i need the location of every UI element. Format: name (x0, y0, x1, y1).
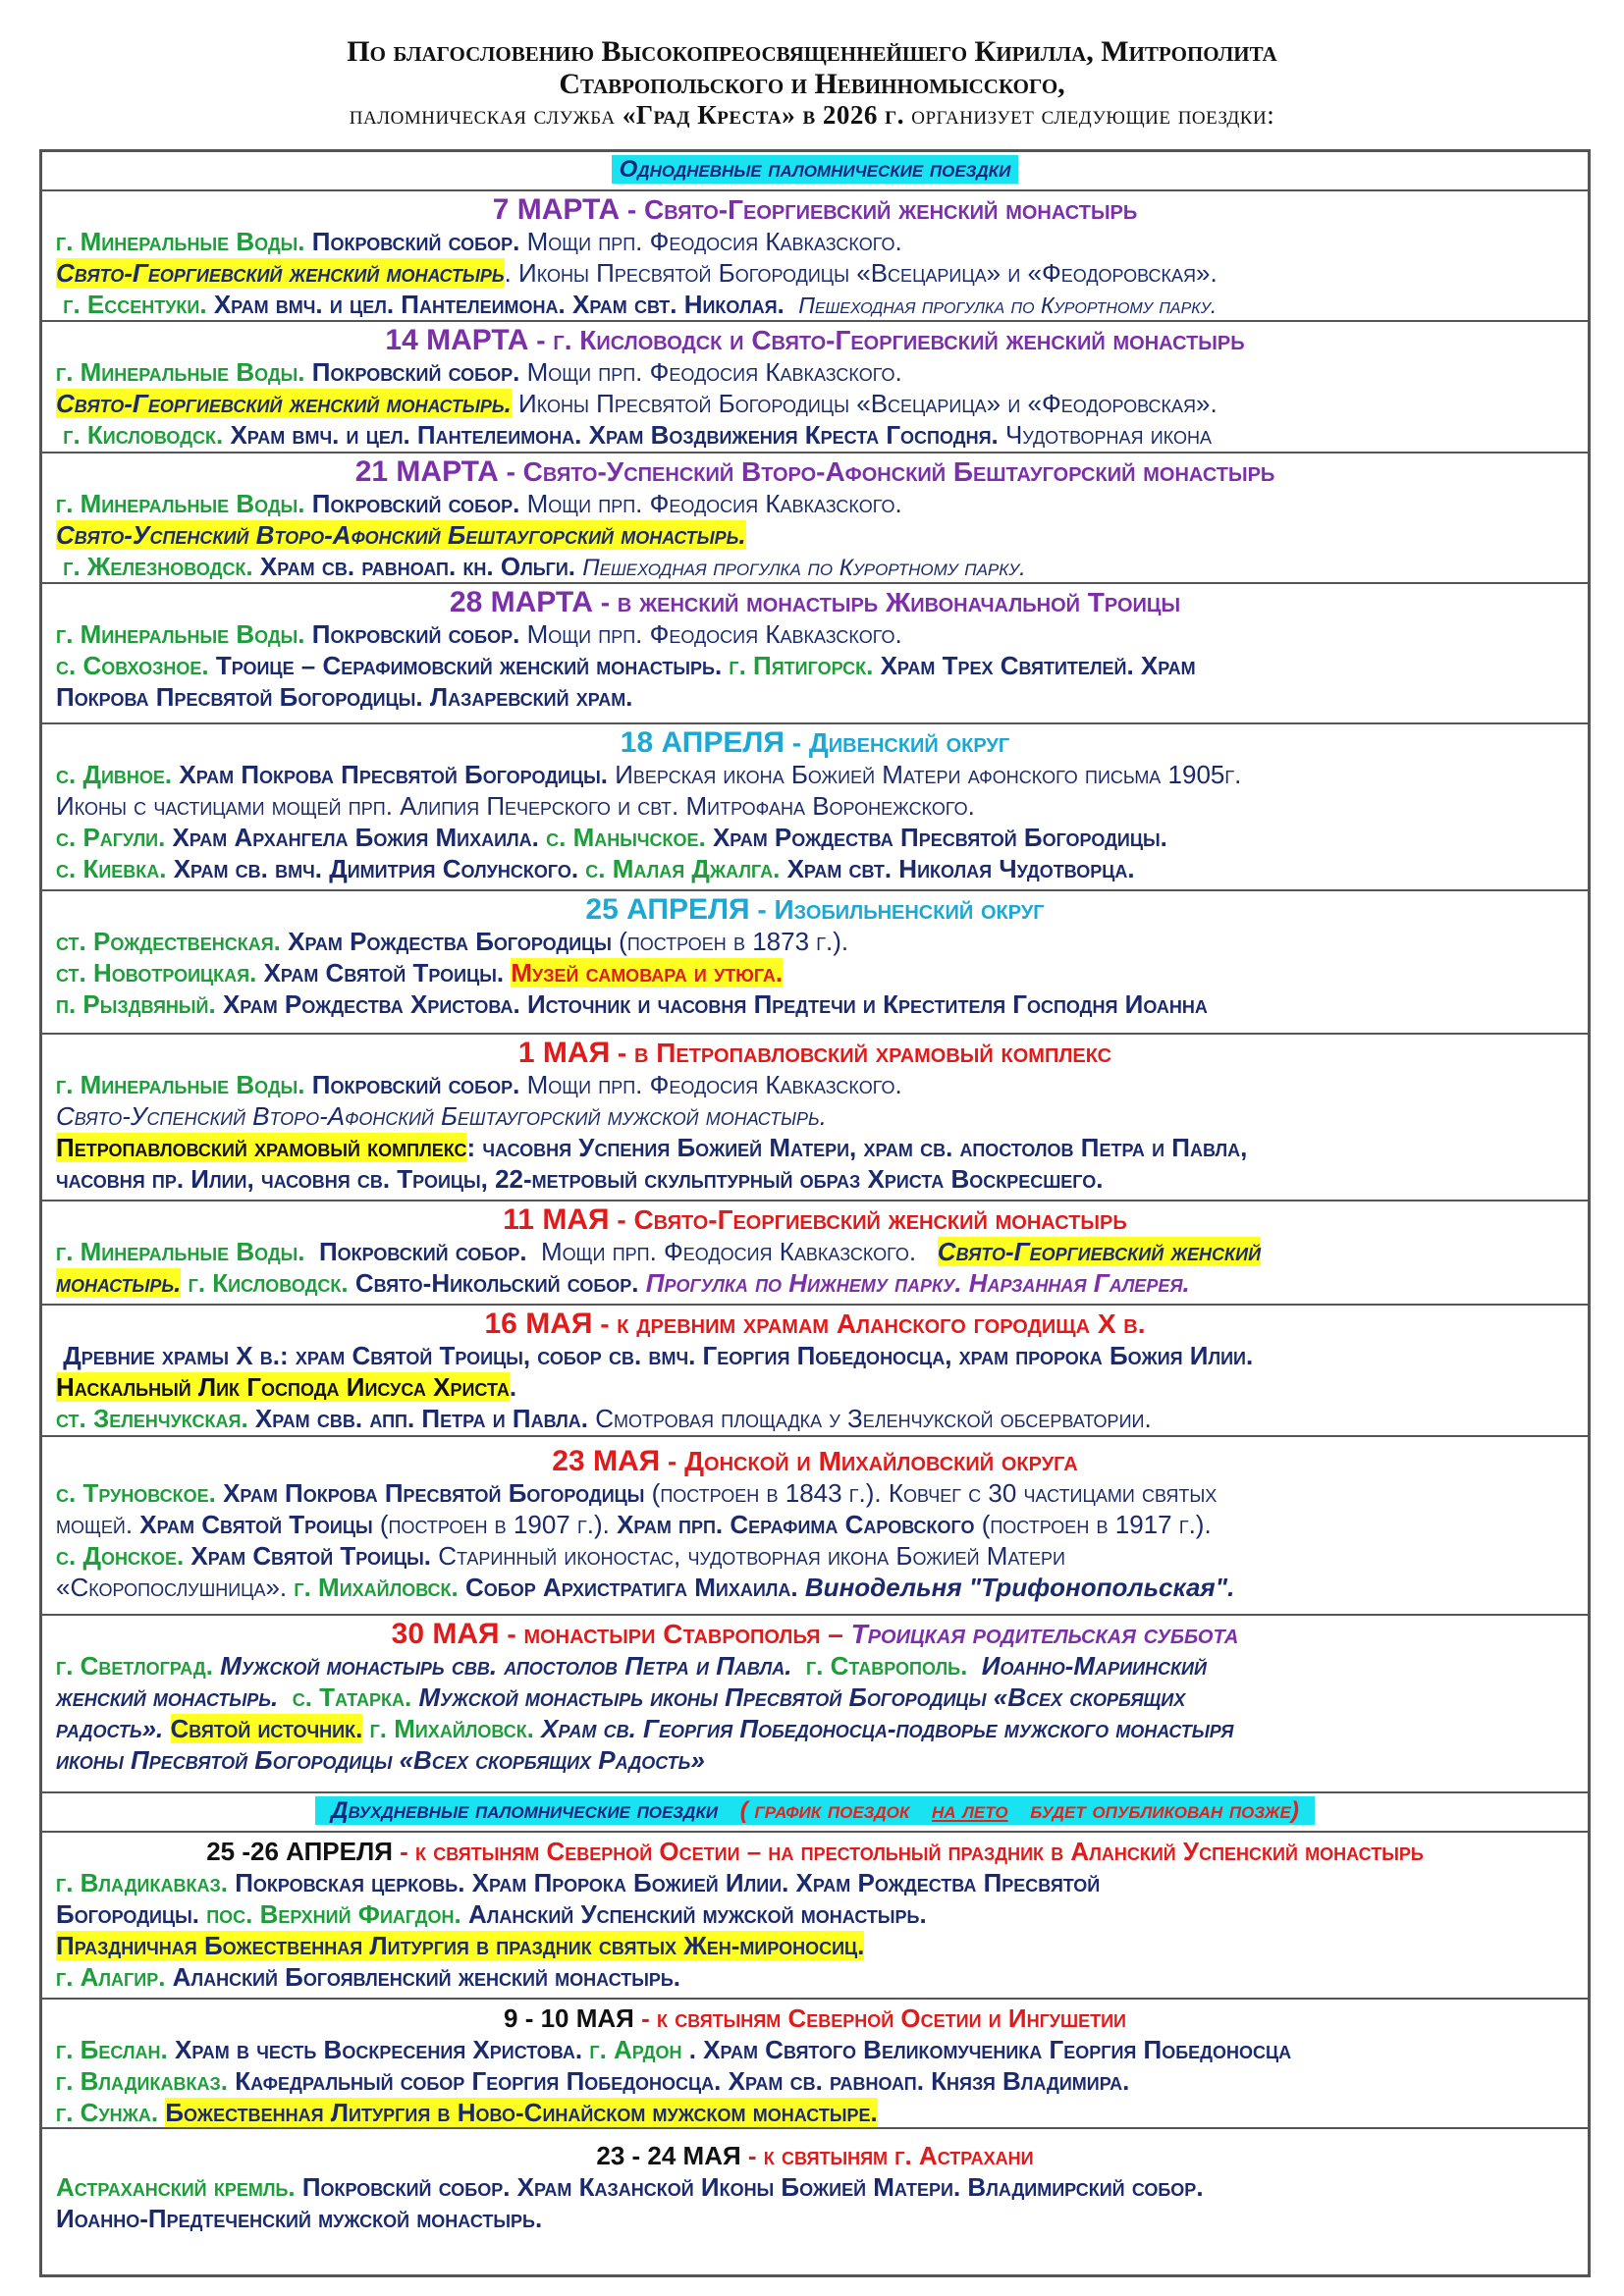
trip-title-text: - к древним храмам Аланского городища X в. (600, 1308, 1146, 1339)
trip-line (56, 759, 1574, 790)
highlight-text: Свято-Георгиевский женский (937, 1237, 1262, 1266)
trip-row (42, 1833, 1588, 2000)
header-line-3 (39, 100, 1585, 130)
highlight-text: Свято-Георгиевский женский монастырь (56, 258, 505, 288)
trip-line (56, 1930, 1574, 1961)
trip-line (56, 1163, 1574, 1195)
place-name: с. Манычское. (546, 823, 706, 852)
shrine-name: Храм свв. апп. Петра и Павла. (254, 1404, 589, 1433)
trip-detail: Мощи прп. Феодосия Кавказского. (526, 1070, 902, 1099)
place-name: г. Кисловодск. (63, 420, 224, 450)
section-note-underlined: на лето (924, 1796, 1016, 1825)
trip-date: 16 МАЯ (484, 1308, 593, 1340)
trip-line (56, 926, 1574, 957)
trip-line (56, 2065, 1574, 2097)
trip-detail: Мощи прп. Феодосия Кавказского. (526, 489, 902, 518)
section-note: будет опубликован позже) (1016, 1796, 1307, 1825)
header-line-1: По благословению Высокопреосвященнейшего Кирилла, Митрополита (347, 35, 1277, 68)
place-name: с. Рагули. (56, 823, 166, 852)
trip-row (42, 724, 1588, 891)
place-name: с. Киевка. (56, 854, 167, 883)
trip-detail: Мощи прп. Феодосия Кавказского. (541, 1237, 917, 1266)
shrine-name: Свято-Никольский собор. (354, 1268, 639, 1298)
shrine-name: Храм Покрова Пресвятой Богородицы. (179, 760, 608, 789)
trip-detail: Чудотворная икона (1004, 420, 1212, 450)
shrine-name: Храм Рождества Пресвятой Богородицы. (712, 823, 1167, 852)
trip-line (56, 1069, 1574, 1100)
highlight-text: Наскальный Лик Господа Иисуса Христа (56, 1372, 510, 1402)
trip-line (56, 1267, 1574, 1299)
highlight-text: монастырь. (56, 1268, 182, 1298)
trip-line (56, 618, 1574, 650)
trip-title (56, 1204, 1574, 1236)
trip-date: 25 АПРЕЛЯ (585, 893, 750, 926)
trip-line (56, 790, 1574, 822)
trip-line (56, 1682, 1574, 1713)
shrine-name: : часовня Успения Божией Матери, храм св. апостолов Петра и Павла, (466, 1133, 1248, 1162)
section-two-day-label (315, 1796, 1315, 1825)
shrine-name: Храм Покрова Пресвятой Богородицы (223, 1478, 645, 1508)
place-name: г. Сунжа. (56, 2098, 159, 2127)
highlight-text: Свято-Успенский Второ-Афонский Бештаугорский монастырь. (56, 520, 746, 550)
trip-line (56, 1867, 1574, 1898)
place-name: г. Минеральные Воды. (56, 227, 305, 256)
trip-title-text: - Свято-Георгиевский женский монастырь (617, 1204, 1127, 1235)
trip-title-text: - монастыри Ставрополья – (507, 1619, 843, 1649)
trip-title (56, 727, 1574, 759)
place-name: ст. Новотроицкая. (56, 958, 257, 988)
trip-date: 25 -26 АПРЕЛЯ (206, 1837, 393, 1866)
trip-line (56, 419, 1574, 451)
shrine-name: Храм Святой Троицы (139, 1510, 373, 1539)
place-name: г. Ессентуки. (63, 290, 207, 319)
winery-name: Винодельня "Трифонопольская". (804, 1573, 1235, 1602)
trip-line (56, 226, 1574, 257)
trip-line (56, 1100, 1574, 1132)
place-name: с. Труновское. (56, 1478, 216, 1508)
shrine-name: Храм прп. Серафима Саровского (617, 1510, 975, 1539)
trip-title (56, 1446, 1574, 1477)
trip-line (56, 1477, 1574, 1509)
trip-detail: Иверская икона Божией Матери афонского письма 1905г. (615, 760, 1242, 789)
shrine-name: Храм Рождества Богородицы (288, 927, 612, 956)
place-name: г. Минеральные Воды. (56, 489, 305, 518)
highlight-text: Петропавловский храмовый комплекс (56, 1133, 467, 1162)
trip-title (56, 2140, 1574, 2171)
trip-line (56, 1403, 1574, 1434)
place-name: г. Железноводск. (63, 552, 253, 581)
trip-detail: мощей. (56, 1510, 134, 1539)
trip-line (56, 2203, 1574, 2234)
shrine-name: Храм св. вмч. Димитрия Солунского. (173, 854, 579, 883)
shrine-name: Древние храмы X в.: храм Святой Троицы, собор св. вмч. Георгия Победоносца, храм пророка Божия Илии. (63, 1341, 1254, 1370)
place-name: ст. Рождественская. (56, 927, 281, 956)
trip-line (56, 388, 1574, 419)
place-name: с. Совхозное. (56, 651, 209, 680)
trip-detail: . Иконы Пресвятой Богородицы «Всецарица» и «Феодоровская». (504, 258, 1218, 288)
trip-line (56, 1236, 1574, 1267)
trip-title-text: - г. Кисловодск и Свято-Георгиевский женский монастырь (536, 325, 1245, 355)
trip-title-text: - Донской и Михайловский округа (668, 1446, 1078, 1476)
shrine-name: Храм Рождества Христова. Источник и часовня Предтечи и Крестителя Господня Иоанна (222, 989, 1208, 1019)
trip-row (42, 2129, 1588, 2274)
trip-line (56, 2171, 1574, 2203)
trip-line (56, 1340, 1574, 1371)
trip-title-text: - Изобильненский округ (757, 894, 1045, 925)
shrine-name: Покровский собор. (318, 1237, 527, 1266)
shrine-name: Храм в честь Воскресения Христова. (174, 2035, 583, 2064)
highlight-text: Музей самовара и утюга. (511, 958, 784, 988)
trip-title (56, 194, 1574, 226)
place-name: с. Дивное. (56, 760, 173, 789)
trip-row (42, 2000, 1588, 2129)
header-tail: организует следующие поездки: (911, 100, 1275, 130)
trip-title-text: - Свято-Успенский Второ-Афонский Бештаугорский монастырь (506, 456, 1275, 487)
shrine-name: Храм вмч. и цел. Пантелеимона. Храм свт. Николая. (213, 290, 785, 319)
trip-row (42, 1201, 1588, 1306)
place-name: г. Светлоград. (56, 1651, 213, 1681)
trip-line (56, 1132, 1574, 1163)
monastery-name: иконы Пресвятой Богородицы «Всех скорбящих Радость» (56, 1745, 705, 1775)
trip-title (56, 587, 1574, 618)
shrine-name: часовня пр. Илии, часовня св. Троицы, 22-метровый скульптурный образ Христа Воскресшего. (56, 1164, 1104, 1194)
trip-detail: (построен в 1843 г.). Ковчег с 30 частицами святых (651, 1478, 1218, 1508)
shrine-name: Троице – Серафимовский женский монастырь. (215, 651, 723, 680)
monastery-name: женский монастырь. (56, 1682, 279, 1712)
trip-row (42, 454, 1588, 584)
trip-title-text: - к святыням Северной Осетии – на престольный праздник в Аланский Успенский монастырь (400, 1837, 1424, 1866)
trip-title-text: - к святыням Северной Осетии и Ингушетии (641, 2003, 1126, 2033)
trip-row (42, 191, 1588, 322)
trip-line (56, 957, 1574, 988)
trip-date: 21 МАРТА (354, 455, 499, 488)
walk-note: Пешеходная прогулка по Курортному парку. (798, 293, 1218, 318)
trip-date: 23 МАЯ (552, 1445, 661, 1477)
trip-title (56, 894, 1574, 926)
trip-line (56, 1650, 1574, 1682)
section-note: ( график поездок (732, 1796, 924, 1825)
place-name: г. Беслан. (56, 2035, 168, 2064)
trip-line (56, 2097, 1574, 2128)
trip-line (56, 2034, 1574, 2065)
trip-subtitle: Троицкая родительская суббота (850, 1619, 1239, 1649)
shrine-name: Покровская церковь. Храм Пророка Божией Илии. Храм Рождества Пресвятой (235, 1868, 1101, 1897)
shrine-name: Покровский собор. (311, 357, 520, 387)
shrine-name: Храм Святой Троицы. (190, 1541, 431, 1571)
highlight-text: Праздничная Божественная Литургия в праздник святых Жен-мироносиц. (56, 1931, 865, 1960)
trip-row (42, 1437, 1588, 1616)
trip-title-text: - Свято-Георгиевский женский монастырь (626, 194, 1138, 225)
trip-line: Наскальный Лик Господа Иисуса Христа. (56, 1372, 517, 1402)
place-name: п. Рыздвяный. (56, 989, 216, 1019)
header-line-2: Ставропольского и Невинномысского, (559, 68, 1065, 100)
place-name: с. Татарка. (292, 1682, 412, 1712)
place-name: г. Михайловск. (294, 1573, 459, 1602)
trip-line (56, 1509, 1574, 1540)
trip-line (56, 1744, 1574, 1776)
place-name: с. Малая Джалга. (585, 854, 781, 883)
trip-detail: Мощи прп. Феодосия Кавказского. (526, 227, 902, 256)
trip-detail: (построен в 1917 г.). (981, 1510, 1212, 1539)
trip-date: 9 - 10 МАЯ (504, 2003, 634, 2033)
trip-title (56, 456, 1574, 488)
place-name: г. Пятигорск. (729, 651, 874, 680)
trip-detail: Старинный иконостас, чудотворная икона Божией Матери (438, 1541, 1065, 1571)
trip-detail: Мощи прп. Феодосия Кавказского. (526, 357, 902, 387)
trip-date: 28 МАРТА (449, 586, 593, 618)
monastery-name: Иоанно-Мариинский (981, 1651, 1207, 1681)
trip-line (56, 488, 1574, 519)
shrine-name: Кафедральный собор Георгия Победоносца. Храм св. равноап. Князя Владимира. (235, 2066, 1130, 2096)
trip-line (56, 519, 1574, 551)
place-name: ст. Зеленчукская. (56, 1404, 248, 1433)
place-name: г. Владикавказ. (56, 1868, 228, 1897)
shrine-name: Покровский собор. (311, 489, 520, 518)
walk-note: Пешеходная прогулка по Курортному парку. (582, 555, 1026, 581)
header-org: паломническая служба (349, 100, 616, 130)
place-name: с. Донское. (56, 1541, 185, 1571)
place-name: г. Ставрополь. (805, 1651, 968, 1681)
highlight-text: Святой источник. (170, 1714, 363, 1743)
shrine-name: Богородицы. (56, 1899, 199, 1929)
header-service-name: «Град Креста» в 2026 г. (622, 100, 905, 130)
trip-date: 14 МАРТА (385, 324, 529, 356)
trips-table (39, 149, 1591, 2277)
place-name: г. Ардон (589, 2035, 682, 2064)
walk-note: Прогулка по Нижнему парку. Нарзанная Галерея. (645, 1268, 1190, 1298)
trip-title-text: - к святыням (747, 2141, 889, 2170)
trip-line (56, 289, 1574, 321)
trip-date: 1 МАЯ (517, 1037, 611, 1069)
place-name: г. Михайловск. (369, 1714, 534, 1743)
trip-title (56, 2002, 1574, 2034)
shrine-name: Храм вмч. и цел. Пантелеимона. Храм Воздвижения Креста Господня. (230, 420, 999, 450)
place-name: Астраханский кремль. (56, 2172, 296, 2202)
trip-title-text: - в Петропавловский храмовый комплекс (617, 1038, 1112, 1068)
trip-row (42, 891, 1588, 1035)
shrine-name: Храм свт. Николая Чудотворца. (786, 854, 1135, 883)
page-header (39, 35, 1585, 130)
trip-title (56, 1308, 1574, 1340)
shrine-name: Покровский собор. (311, 619, 520, 649)
trip-title (56, 1619, 1574, 1650)
shrine-name: Собор Архистратига Михаила. (464, 1573, 798, 1602)
section-two-day-header (42, 1793, 1588, 1833)
trip-detail: Мощи прп. Феодосия Кавказского. (526, 619, 902, 649)
trip-detail: Иконы с частицами мощей прп. Алипия Печерского и свт. Митрофана Воронежского. (56, 791, 975, 821)
shrine-name: Храм Святой Троицы. (263, 958, 505, 988)
trip-date: 7 МАРТА (492, 193, 621, 226)
trip-detail: (построен в 1907 г.). (379, 1510, 610, 1539)
shrine-name: Аланский Богоявленский женский монастырь. (172, 1962, 681, 1992)
place-name: пос. Верхний Фиагдон. (206, 1899, 461, 1929)
section-one-day-label: Однодневные паломнические поездки (612, 155, 1019, 184)
trip-line (56, 1713, 1574, 1744)
trip-date: 23 - 24 МАЯ (596, 2141, 741, 2170)
place-name: г. Кисловодск. (188, 1268, 349, 1298)
place-name: г. Владикавказ. (56, 2066, 228, 2096)
trip-line (56, 650, 1574, 681)
section-one-day-header (42, 152, 1588, 191)
place-name: г. Минеральные Воды. (56, 619, 305, 649)
shrine-name: Покровский собор. (311, 1070, 520, 1099)
place-name: г. Алагир. (56, 1962, 166, 1992)
trip-row (42, 1035, 1588, 1201)
highlight-text: Свято-Георгиевский женский монастырь. (56, 389, 512, 418)
trip-line (56, 1961, 1574, 1993)
place-name: г. Минеральные Воды. (56, 1070, 305, 1099)
trip-detail: Смотровая площадка у Зеленчукской обсерватории. (595, 1404, 1152, 1433)
trip-title-text: - Дивенский округ (791, 727, 1010, 758)
trip-title (56, 325, 1574, 356)
highlight-text: Божественная Литургия в Ново-Синайском мужском монастыре. (165, 2098, 878, 2127)
shrine-name: . Храм Святого Великомученика Георгия Победоносца (688, 2035, 1292, 2064)
place-name: г. Минеральные Воды. (56, 1237, 305, 1266)
monastery-name: Храм св. Георгия Победоносца-подворье мужского монастыря (541, 1714, 1234, 1743)
trip-date: 18 АПРЕЛЯ (620, 726, 785, 759)
shrine-name: Иоанно-Предтеченский мужской монастырь. (56, 2204, 543, 2233)
monastery-name: радость». (56, 1714, 164, 1743)
trip-line (56, 822, 1574, 853)
trip-row (42, 322, 1588, 454)
trip-line (56, 257, 1574, 289)
trip-row (42, 584, 1588, 724)
trip-row (42, 1306, 1588, 1437)
trip-date: 30 МАЯ (391, 1618, 500, 1650)
trip-line (56, 551, 1574, 584)
trip-detail: Свято-Успенский Второ-Афонский Бештаугорский мужской монастырь. (56, 1101, 827, 1131)
trip-line (56, 356, 1574, 388)
trip-title (56, 1038, 1574, 1069)
trip-subtitle: г. Астрахани (894, 2141, 1034, 2170)
shrine-name: Храм Архангела Божия Михаила. (172, 823, 539, 852)
trip-line (56, 853, 1574, 884)
trip-line (56, 988, 1574, 1020)
shrine-name: Храм св. равноап. кн. Ольги. (259, 552, 576, 581)
monastery-name: Мужской монастырь иконы Пресвятой Богородицы «Всех скорбящих (418, 1682, 1186, 1712)
trip-line (56, 681, 1574, 713)
shrine-name: Покрова Пресвятой Богородицы. Лазаревский храм. (56, 682, 633, 712)
shrine-name: Покровский собор. Храм Казанской Иконы Божией Матери. Владимирский собор. (301, 2172, 1204, 2202)
trip-date: 11 МАЯ (503, 1203, 610, 1236)
trip-title-text: - в женский монастырь Живоначальной Троицы (600, 587, 1181, 617)
trip-row (42, 1616, 1588, 1793)
trip-line (56, 1540, 1574, 1572)
shrine-name: Аланский Успенский мужской монастырь. (467, 1899, 927, 1929)
trip-detail: (построен в 1873 г.). (619, 927, 849, 956)
place-name: г. Минеральные Воды. (56, 357, 305, 387)
trip-line (56, 1898, 1574, 1930)
trip-detail: «Скоропослушница». (56, 1573, 288, 1602)
shrine-name: Храм Трех Святителей. Храм (880, 651, 1196, 680)
trip-title (56, 1836, 1574, 1867)
section-two-day-title: Двухдневные паломнические поездки (323, 1796, 726, 1825)
monastery-name: Мужской монастырь свв. апостолов Петра и Павла. (220, 1651, 792, 1681)
shrine-name: Покровский собор. (311, 227, 520, 256)
trip-line (56, 1572, 1574, 1603)
trip-detail: Иконы Пресвятой Богородицы «Всецарица» и «Феодоровская». (511, 389, 1218, 418)
